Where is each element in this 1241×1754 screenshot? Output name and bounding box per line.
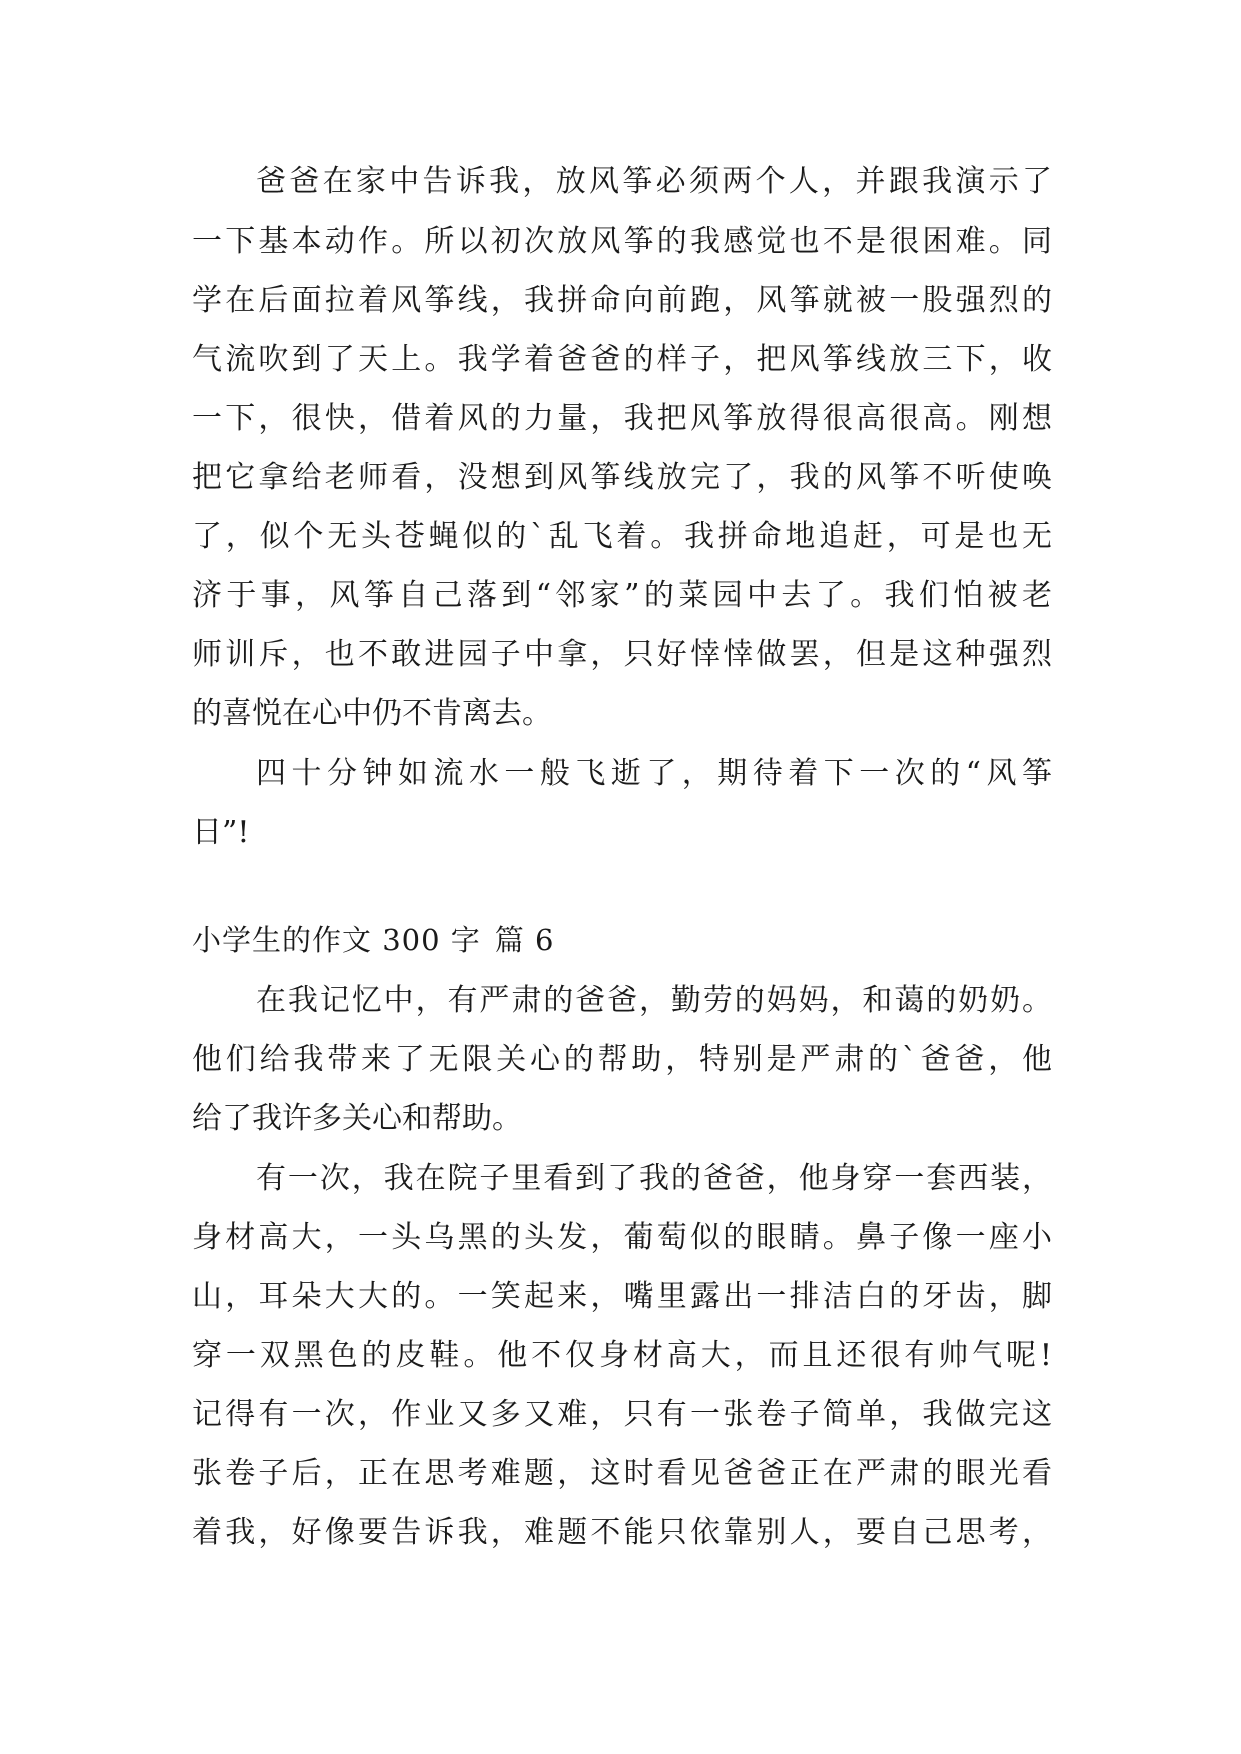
heading-title: 小学生的作文 300 字	[192, 923, 481, 957]
paragraph-line: 日”!	[192, 815, 250, 850]
paragraph-line: 他们给我带来了无限关心的帮助，特别是严肃的`爸爸，他	[192, 1042, 1052, 1077]
paragraph-line: 一下，很快，借着风的力量，我把风筝放得很高很高。刚想	[192, 401, 1052, 436]
paragraph-line: 师训斥，也不敢进园子中拿，只好悻悻做罢，但是这种强烈	[192, 637, 1052, 672]
paragraph-line: 学在后面拉着风筝线，我拼命向前跑，风筝就被一股强烈的	[192, 283, 1052, 318]
paragraph-line: 给了我许多关心和帮助。	[192, 1101, 522, 1136]
paragraph-line: 济于事，风筝自己落到“邻家”的菜园中去了。我们怕被老	[192, 578, 1052, 613]
paragraph-line: 把它拿给老师看，没想到风筝线放完了，我的风筝不听使唤	[192, 460, 1052, 495]
paragraph-line: 气流吹到了天上。我学着爸爸的样子，把风筝线放三下，收	[192, 342, 1052, 377]
paragraph-line: 着我，好像要告诉我，难题不能只依靠别人，要自己思考，	[192, 1515, 1052, 1550]
paragraph-line: 穿一双黑色的皮鞋。他不仅身材高大，而且还很有帅气呢!	[192, 1338, 1052, 1373]
heading-part-number: 篇 6	[494, 923, 555, 957]
paragraph-line: 的喜悦在心中仍不肯离去。	[192, 696, 552, 731]
paragraph-line: 一下基本动作。所以初次放风筝的我感觉也不是很困难。同	[192, 224, 1052, 259]
paragraph-line: 爸爸在家中告诉我，放风筝必须两个人，并跟我演示了	[256, 164, 1052, 199]
paragraph-line: 身材高大，一头乌黑的头发，葡萄似的眼睛。鼻子像一座小	[192, 1220, 1052, 1255]
paragraph-line: 张卷子后，正在思考难题，这时看见爸爸正在严肃的眼光看	[192, 1456, 1052, 1491]
paragraph-line: 山，耳朵大大的。一笑起来，嘴里露出一排洁白的牙齿，脚	[192, 1279, 1052, 1314]
paragraph-line: 有一次，我在院子里看到了我的爸爸，他身穿一套西装，	[256, 1161, 1052, 1196]
paragraph-line: 在我记忆中，有严肃的爸爸，勤劳的妈妈，和蔼的奶奶。	[256, 983, 1052, 1018]
paragraph-line: 了，似个无头苍蝇似的`乱飞着。我拼命地追赶，可是也无	[192, 519, 1052, 554]
section-heading	[192, 922, 554, 958]
paragraph-line: 记得有一次，作业又多又难，只有一张卷子简单，我做完这	[192, 1397, 1052, 1432]
paragraph-line: 四十分钟如流水一般飞逝了，期待着下一次的“风筝	[256, 756, 1052, 791]
